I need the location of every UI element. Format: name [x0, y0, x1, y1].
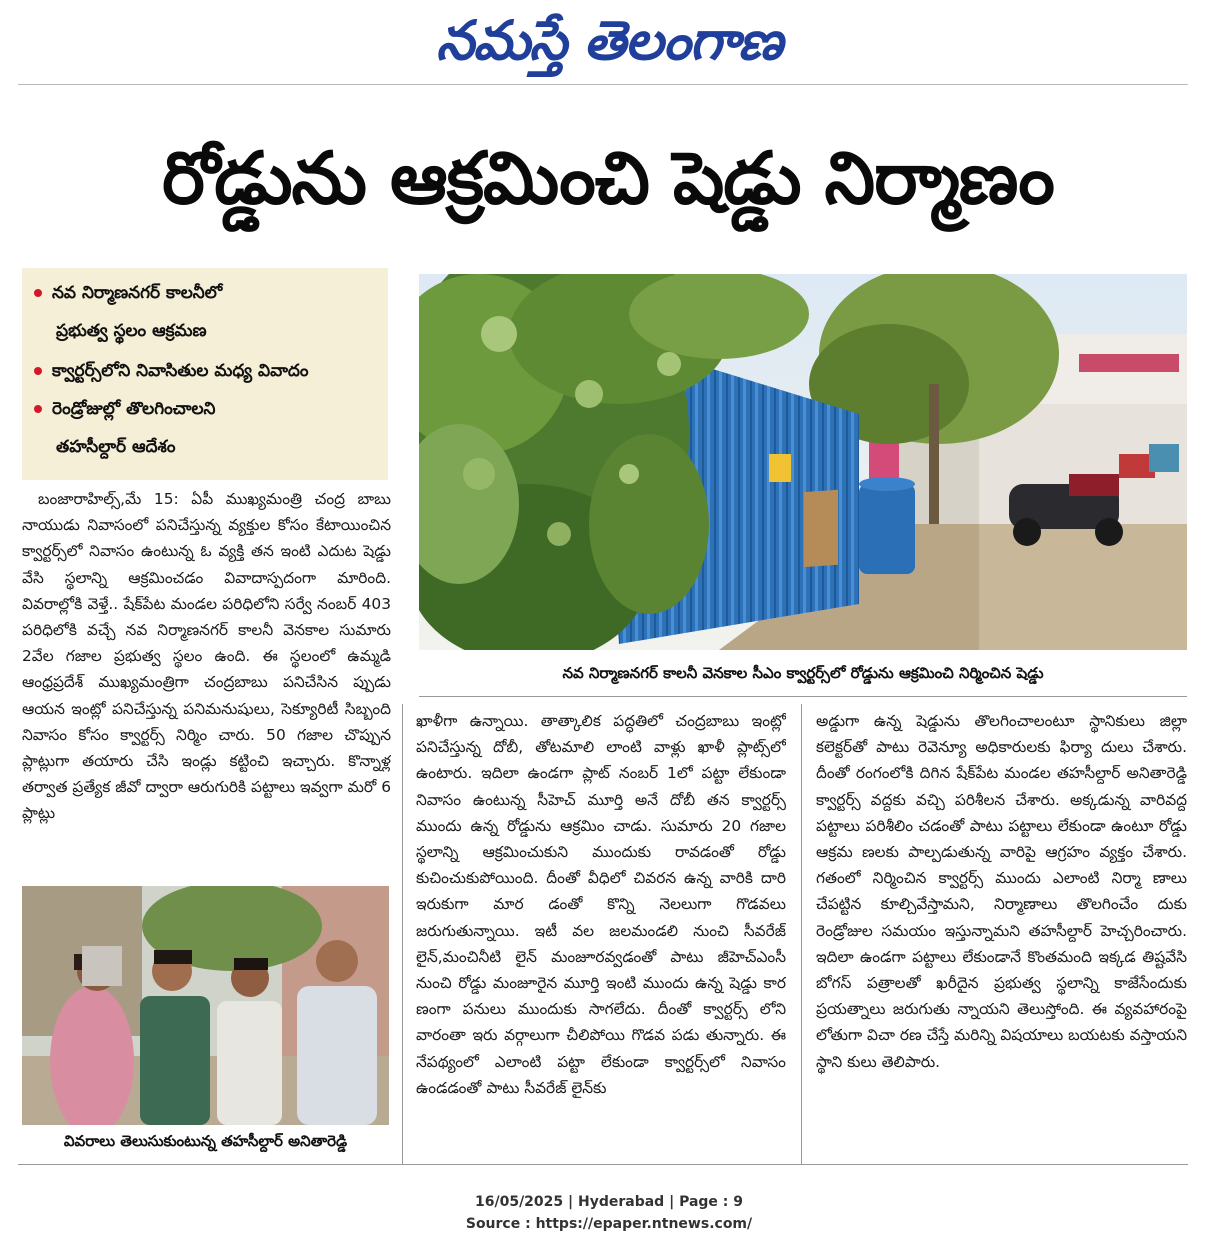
article-paragraph: ఖాళీగా ఉన్నాయి. తాత్కాలిక పద్ధతిలో చంద్రబాబు ఇంట్లో పనిచేస్తున్న దోబీ, తోటమాలి లాంటి వాళ్లు ఖాళీ ప్లాట్స్‌లో ఉంటారు. ఇదిలా ఉండగా ప్లాట్ నంబర్ 1లో పట్టా లేకుండా నివాసం ఉంటున్న సీహెచ్ మూర్తి అనే దోబీ తన క్వార్టర్స్ ముందు ఉన్న రోడ్డును ఆక్రమిం చాడు. సుమారు 20 గజాల స్థలాన్ని ఆక్రమించుకుని ముందుకు రావడంతో రోడ్డు కుచించుకుపోయింది. దీంతో వీధిలో చివరన ఉన్న వారికి దారి ఇరుకుగా మార డంతో కొన్ని నెలలుగా గొడవలు జరుగుతున్నాయి. ఇటీ వల జలమండలి నుంచి సీవరేజ్ లైన్,మంచినీటి లైన్ మంజూరవ్వడంతో పాటు జీహెచ్ఎంసీ నుంచి రోడ్డు మంజూరైన మూర్తి ఇంటి ముందు ఉన్న షెడ్డు కార ణంగా పనులు ముందుకు సాగలేదు. దీంతో క్వార్టర్స్ లోని వారంతా ఇరు వర్గాలుగా చీలిపోయి గొడవ పడు తున్నారు. ఈ నేపథ్యంలో ఎలాంటి పట్టా లేకుండా క్వార్టర్స్‌లో నివాసం ఉండడంతో పాటు సీవరేజ్ లైన్‌కు: [416, 712, 786, 1097]
main-photo: [419, 274, 1187, 650]
highlight-item: [34, 282, 222, 304]
article-column-3: [816, 708, 1187, 1156]
bullet-icon: [34, 405, 42, 413]
bottom-rule: [18, 1164, 1188, 1165]
highlight-text: తహసీల్దార్ ఆదేశం: [56, 437, 176, 457]
highlight-text: రెండ్రోజుల్లో తొలగించాలని: [52, 399, 216, 419]
bullet-icon: [34, 289, 42, 297]
article-paragraph: అడ్డుగా ఉన్న షెడ్డును తొలగించాలంటూ స్థానికులు జిల్లా కలెక్టర్‌తో పాటు రెవెన్యూ అధికారులకు ఫిర్యా దులు చేశారు. దీంతో రంగంలోకి దిగిన షేక్‌పేట మండల తహసీల్దార్ అనితారెడ్డి క్వార్టర్స్ వద్దకు వచ్చి పరిశీలన చేశారు. అక్కడున్న వారివద్ద పట్టాలు పరిశీలిం చడంతో పాటు పట్టాలు లేకుండా ఉంటూ రోడ్డు ఆక్రమ ణలకు పాల్పడుతున్న వారిపై ఆగ్రహం వ్యక్తం చేశారు. గతంలో నిర్మించిన క్వార్టర్స్ ముందు ఎలాంటి నిర్మా ణాలు చేపట్టిన కూల్చివేస్తామని, నిర్మాణాలు తొలగించేం దుకు రెండ్రోజుల సమయం ఇస్తున్నామని తహసీల్దార్ హెచ్చరించారు. ఇదిలా ఉండగా పట్టాలు లేకుండానే కొంతమంది ఇక్కడ తిష్టవేసి బోగస్ పత్రాలతో ఖరీదైన ప్రభుత్వ స్థలాన్ని కాజేసేందుకు ప్రయత్నాలు జరుగుతు న్నాయని తెలుస్తోంది. ఈ వ్యవహారంపై లోతుగా విచా రణ చేస్తే మరిన్ని విషయాలు బయటకు వస్తాయని స్థాని కులు తెలిపారు.: [816, 712, 1187, 1071]
footer-date-line: 16/05/2025 | Hyderabad | Page : 9: [474, 1194, 744, 1210]
masthead: నమస్తే తెలంగాణ: [436, 9, 782, 72]
footer-source-link[interactable]: Source : https://epaper.ntnews.com/: [465, 1216, 753, 1232]
highlight-text: క్వార్టర్స్‌లోని నివాసితుల మధ్య వివాదం: [52, 361, 309, 381]
column-divider: [801, 704, 802, 1164]
headline: రోడ్డును ఆక్రమించి షెడ్డు నిర్మాణం: [162, 136, 1054, 220]
highlights-box: [22, 268, 388, 480]
small-photo-caption: వివరాలు తెలుసుకుంటున్న తహసీల్దార్ అనితారెడ్డి: [63, 1132, 348, 1150]
caption-rule: [419, 696, 1187, 697]
highlight-text: ప్రభుత్వ స్థలం ఆక్రమణ: [56, 321, 207, 341]
small-photo: [22, 886, 389, 1125]
main-photo-caption: నవ నిర్మాణనగర్ కాలనీ వెనకాల సీఎం క్వార్టర్స్‌లో రోడ్డును ఆక్రమించి నిర్మించిన షెడ్డు: [562, 664, 1044, 682]
article-paragraph: బంజారాహిల్స్,మే 15: ఏపీ ముఖ్యమంత్రి చంద్ర బాబు నాయుడు నివాసంలో పనిచేస్తున్న వ్యక్తుల కోసం కేటాయించిన క్వార్టర్స్‌లో నివాసం ఉంటున్న ఓ వ్యక్తి తన ఇంటి ఎదుట షెడ్డు వేసి స్థలాన్ని ఆక్రమించడం వివాదాస్పదంగా మారింది. వివరాల్లోకి వెళ్తే.. షేక్‌పేట మండల పరిధిలోని సర్వే నంబర్ 403 పరిధిలోకి వచ్చే నవ నిర్మాణనగర్ కాలనీ వెనకాల సుమారు 2వేల గజాల ప్రభుత్వ స్థలం ఉంది. ఈ స్థలంలో ఉమ్మడి ఆంధ్రప్రదేశ్ ముఖ్యమంత్రిగా చంద్రబాబు పనిచేసిన ప్పుడు ఆయన ఇంట్లో పనిచేస్తున్న పనిమనుషులు, సెక్యూరిటీ సిబ్బంది నివాసం కోసం క్వార్టర్స్ నిర్మిం చారు. 50 గజాల చొప్పున ప్లాట్లుగా తయారు చేసి ఇండ్లు కట్టించి ఇచ్చారు. కొన్నాళ్ల తర్వాత ప్రత్యేక జీవో ద్వారా ఆరుగురికి పట్టాలు ఇవ్వగా మరో 6 ప్లాట్లు: [22, 490, 391, 823]
highlight-text: నవ నిర్మాణనగర్ కాలనీలో: [52, 283, 223, 303]
bullet-icon: [34, 367, 42, 375]
top-rule: [18, 84, 1188, 85]
small-photo-image: [22, 886, 389, 1125]
highlight-item: [34, 398, 215, 420]
column-divider: [402, 704, 403, 1164]
highlight-item: [34, 360, 309, 382]
article-column-2: [416, 708, 786, 1156]
main-photo-image: [419, 274, 1187, 650]
article-column-1: [22, 486, 391, 878]
